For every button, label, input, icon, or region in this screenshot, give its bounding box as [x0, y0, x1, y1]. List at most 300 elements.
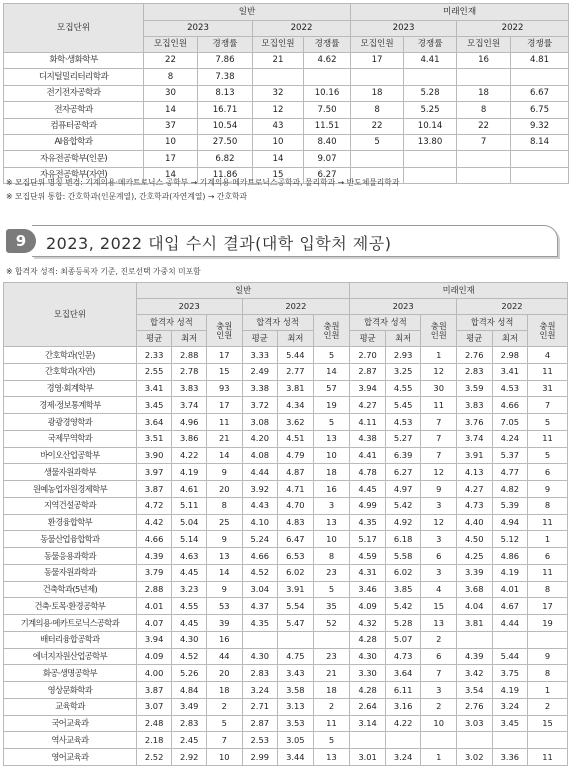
value-cell: 25 [206, 514, 242, 531]
value-cell: 2.33 [136, 347, 172, 364]
table-row [4, 414, 568, 431]
unit-name-cell: 간호학과(자연) [4, 363, 137, 380]
value-cell: 3.51 [136, 430, 172, 447]
value-cell: 4.61 [172, 481, 207, 498]
value-cell: 12 [421, 464, 457, 481]
value-cell: 5.12 [492, 531, 528, 548]
value-cell: 4.82 [492, 481, 528, 498]
unit-name-cell: 전기전자공학과 [4, 85, 144, 101]
value-cell: 6.27 [385, 464, 421, 481]
header-extra [313, 315, 350, 347]
header-min: 최저 [278, 331, 314, 347]
header-score: 합격자 성적 [136, 315, 206, 331]
value-cell: 4.09 [136, 648, 172, 665]
value-cell [511, 69, 569, 85]
value-cell: 7 [421, 430, 457, 447]
unit-name-cell: 화공·생명공학부 [4, 665, 137, 682]
value-cell: 3.53 [278, 715, 314, 732]
value-cell: 4.19 [492, 564, 528, 581]
value-cell [404, 69, 457, 85]
unit-name-cell: 생물자원과학부 [4, 464, 137, 481]
value-cell: 3 [421, 564, 457, 581]
value-cell: 4.30 [350, 648, 386, 665]
unit-name-cell: 경제·정보통계학부 [4, 397, 137, 414]
value-cell: 11.86 [198, 167, 253, 183]
value-cell: 9.07 [304, 151, 351, 167]
value-cell: 4 [421, 581, 457, 598]
unit-name-cell: 에너지자원산업공학부 [4, 648, 137, 665]
value-cell: 4.66 [492, 397, 528, 414]
unit-name-cell: 환경융합학부 [4, 514, 137, 531]
value-cell: 6 [528, 548, 568, 565]
value-cell: 52 [313, 615, 350, 632]
value-cell: 4.55 [172, 598, 207, 615]
value-cell [385, 732, 421, 749]
value-cell: 4.45 [172, 564, 207, 581]
value-cell: 4.50 [456, 531, 492, 548]
unit-name-cell: 자유전공학부(자연) [4, 167, 144, 183]
value-cell: 4.27 [456, 481, 492, 498]
header-ratio: 경쟁률 [404, 37, 457, 53]
value-cell: 5.54 [278, 598, 314, 615]
table-row [4, 749, 568, 766]
value-cell: 4.71 [278, 481, 314, 498]
value-cell [242, 631, 278, 648]
value-cell: 10.16 [304, 85, 351, 101]
table-row [4, 598, 568, 615]
table-row [4, 548, 568, 565]
unit-name-cell: 간호학과(인문) [4, 347, 137, 364]
value-cell: 14 [144, 102, 198, 118]
value-cell: 30 [421, 380, 457, 397]
header-general: 일반 [144, 4, 351, 21]
note-merge: ※ 모집단위 통합: 간호학과(인문계열), 간호학과(자연계열) → 간호학과 [6, 192, 248, 201]
value-cell: 16.71 [198, 102, 253, 118]
value-cell: 2.64 [350, 698, 386, 715]
value-cell: 8.14 [511, 134, 569, 150]
value-cell: 44 [206, 648, 242, 665]
table-row [4, 447, 568, 464]
value-cell: 4.78 [350, 464, 386, 481]
value-cell: 2.93 [385, 347, 421, 364]
value-cell: 3.83 [172, 380, 207, 397]
value-cell: 6.53 [278, 548, 314, 565]
notes-block [6, 176, 399, 204]
value-cell: 10.54 [198, 118, 253, 134]
value-cell [528, 631, 568, 648]
value-cell: 11 [528, 564, 568, 581]
value-cell: 3.24 [385, 749, 421, 766]
value-cell: 6.02 [278, 564, 314, 581]
table-row [4, 151, 569, 167]
unit-name-cell: 전자공학과 [4, 102, 144, 118]
value-cell: 7.50 [304, 102, 351, 118]
value-cell: 2.77 [278, 363, 314, 380]
note-rename: ※ 모집단위 명칭 변경: 기계의용·메카트로닉스 공학부 → 기계의용·메카트로닉스공학과, 물리학과 → 반도체물리학과 [6, 178, 400, 187]
value-cell: 11 [528, 514, 568, 531]
header-unit: 모집단위 [4, 4, 144, 53]
value-cell: 4.19 [172, 464, 207, 481]
header-recruit: 모집인원 [351, 37, 404, 53]
value-cell: 10.14 [404, 118, 457, 134]
value-cell: 16 [206, 631, 242, 648]
unit-name-cell: 교육학과 [4, 698, 137, 715]
value-cell: 21 [313, 665, 350, 682]
value-cell: 3.45 [136, 397, 172, 414]
value-cell: 2.88 [172, 347, 207, 364]
value-cell: 3.25 [385, 363, 421, 380]
value-cell: 16 [313, 481, 350, 498]
value-cell: 13.80 [404, 134, 457, 150]
header-extra-line2: 인원 [216, 329, 233, 340]
value-cell: 5 [351, 134, 404, 150]
value-cell: 4.72 [136, 497, 172, 514]
table-row [4, 514, 568, 531]
value-cell [351, 151, 404, 167]
value-cell: 4.51 [278, 430, 314, 447]
value-cell: 17 [144, 151, 198, 167]
value-cell: 3.90 [136, 447, 172, 464]
value-cell: 4.34 [278, 397, 314, 414]
value-cell: 4.77 [492, 464, 528, 481]
value-cell: 18 [206, 682, 242, 699]
header-score: 합격자 성적 [242, 315, 313, 331]
value-cell: 8.40 [304, 134, 351, 150]
value-cell: 6.18 [385, 531, 421, 548]
value-cell: 5.07 [385, 631, 421, 648]
value-cell: 3.04 [242, 581, 278, 598]
value-cell: 43 [253, 118, 304, 134]
value-cell: 7.86 [198, 53, 253, 69]
value-cell [457, 167, 511, 183]
value-cell: 3.02 [456, 749, 492, 766]
value-cell: 8 [206, 497, 242, 514]
value-cell: 4.22 [172, 447, 207, 464]
value-cell: 8 [528, 581, 568, 598]
value-cell: 9 [421, 481, 457, 498]
header-ratio: 경쟁률 [198, 37, 253, 53]
value-cell: 4.00 [136, 665, 172, 682]
value-cell: 5.11 [172, 497, 207, 514]
table-row [4, 363, 568, 380]
value-cell: 2.88 [136, 581, 172, 598]
value-cell: 4.92 [385, 514, 421, 531]
admission-results-table-body [4, 347, 568, 766]
value-cell: 4.75 [278, 648, 314, 665]
table-row [4, 732, 568, 749]
value-cell: 2.92 [172, 749, 207, 766]
value-cell [457, 151, 511, 167]
header-extra-line2: 인원 [323, 329, 340, 340]
table-row [4, 715, 568, 732]
value-cell [511, 167, 569, 183]
value-cell: 14 [206, 564, 242, 581]
value-cell: 4.97 [385, 481, 421, 498]
value-cell: 5 [313, 732, 350, 749]
value-cell: 8 [313, 548, 350, 565]
value-cell: 3.81 [278, 380, 314, 397]
value-cell: 8 [528, 497, 568, 514]
table-row [4, 665, 568, 682]
value-cell: 4.08 [242, 447, 278, 464]
header-avg: 평균 [242, 331, 278, 347]
value-cell: 2.52 [136, 749, 172, 766]
value-cell: 2 [421, 698, 457, 715]
value-cell [404, 151, 457, 167]
unit-name-cell: 국어교육과 [4, 715, 137, 732]
value-cell: 2.70 [350, 347, 386, 364]
value-cell: 19 [528, 615, 568, 632]
value-cell: 3.38 [242, 380, 278, 397]
header-extra-line2: 인원 [539, 329, 556, 340]
value-cell: 2.45 [172, 732, 207, 749]
value-cell: 4.41 [350, 447, 386, 464]
value-cell: 4.39 [136, 548, 172, 565]
value-cell: 4.01 [136, 598, 172, 615]
value-cell: 4.59 [350, 548, 386, 565]
unit-name-cell: 배터리융합공학과 [4, 631, 137, 648]
unit-name-cell: 영상문화학과 [4, 682, 137, 699]
value-cell: 3.24 [242, 682, 278, 699]
value-cell: 37 [144, 118, 198, 134]
value-cell: 15 [528, 715, 568, 732]
value-cell: 3.94 [136, 631, 172, 648]
value-cell: 5.44 [278, 347, 314, 364]
value-cell: 4.32 [350, 615, 386, 632]
value-cell: 31 [528, 380, 568, 397]
value-cell: 12 [421, 363, 457, 380]
value-cell: 17 [528, 598, 568, 615]
value-cell: 3.59 [456, 380, 492, 397]
table-row [4, 430, 568, 447]
header-future: 미래인재 [351, 4, 569, 21]
value-cell: 4.04 [456, 598, 492, 615]
value-cell: 6.02 [385, 564, 421, 581]
value-cell: 3.46 [350, 581, 386, 598]
value-cell: 6.82 [198, 151, 253, 167]
unit-name-cell: 바이오산업공학부 [4, 447, 137, 464]
value-cell: 10 [421, 715, 457, 732]
value-cell: 3.24 [492, 698, 528, 715]
value-cell: 14 [253, 151, 304, 167]
value-cell: 3.64 [385, 665, 421, 682]
value-cell: 5.42 [385, 497, 421, 514]
value-cell: 9 [528, 481, 568, 498]
value-cell: 4.43 [242, 497, 278, 514]
header-extra [421, 315, 457, 347]
value-cell: 14 [206, 447, 242, 464]
value-cell: 4.62 [304, 53, 351, 69]
value-cell: 14 [313, 363, 350, 380]
table-row [4, 102, 569, 118]
value-cell: 5.28 [404, 85, 457, 101]
value-cell [253, 69, 304, 85]
value-cell: 22 [457, 118, 511, 134]
value-cell: 4.22 [385, 715, 421, 732]
value-cell: 4.86 [492, 548, 528, 565]
value-cell: 11 [528, 363, 568, 380]
value-cell: 3.92 [242, 481, 278, 498]
value-cell: 13 [313, 514, 350, 531]
unit-name-cell: 동물응용과학과 [4, 548, 137, 565]
value-cell: 7 [421, 447, 457, 464]
value-cell: 4.87 [278, 464, 314, 481]
value-cell: 6 [421, 548, 457, 565]
value-cell: 3.91 [456, 447, 492, 464]
value-cell: 4.41 [404, 53, 457, 69]
unit-name-cell: 기계의용·메카트로닉스공학과 [4, 615, 137, 632]
value-cell [278, 631, 314, 648]
value-cell: 3.23 [172, 581, 207, 598]
value-cell: 2 [313, 698, 350, 715]
header-min: 최저 [385, 331, 421, 347]
table-row [4, 698, 568, 715]
value-cell: 23 [313, 564, 350, 581]
table-row [4, 134, 569, 150]
header-score: 합격자 성적 [456, 315, 527, 331]
value-cell: 3.36 [492, 749, 528, 766]
header-recruit: 모집인원 [253, 37, 304, 53]
value-cell: 5 [313, 347, 350, 364]
value-cell: 4.11 [350, 414, 386, 431]
value-cell: 4.52 [242, 564, 278, 581]
value-cell: 4.19 [492, 682, 528, 699]
value-cell: 5.17 [350, 531, 386, 548]
value-cell: 4.66 [136, 531, 172, 548]
value-cell: 4.35 [242, 615, 278, 632]
value-cell: 3.97 [136, 464, 172, 481]
value-cell: 3.94 [350, 380, 386, 397]
value-cell: 4.40 [456, 514, 492, 531]
value-cell: 4.38 [350, 430, 386, 447]
unit-name-cell: 컴퓨터공학과 [4, 118, 144, 134]
table-row [4, 464, 568, 481]
value-cell: 5.04 [172, 514, 207, 531]
value-cell: 18 [313, 464, 350, 481]
value-cell [404, 167, 457, 183]
value-cell: 4.45 [350, 481, 386, 498]
value-cell: 4.66 [242, 548, 278, 565]
admission-table-top [3, 3, 569, 184]
value-cell: 3.74 [456, 430, 492, 447]
value-cell [511, 151, 569, 167]
value-cell: 15 [206, 363, 242, 380]
value-cell: 22 [351, 118, 404, 134]
value-cell: 15 [421, 598, 457, 615]
value-cell: 9 [206, 581, 242, 598]
value-cell: 4.73 [385, 648, 421, 665]
value-cell: 11 [528, 749, 568, 766]
value-cell: 4.25 [456, 548, 492, 565]
value-cell: 10 [253, 134, 304, 150]
table-row [4, 397, 568, 414]
value-cell: 7 [206, 732, 242, 749]
value-cell: 3.43 [278, 665, 314, 682]
value-cell: 4.63 [172, 548, 207, 565]
header-min: 최저 [492, 331, 528, 347]
value-cell: 14 [144, 167, 198, 183]
header-extra-line1: 충원 [323, 321, 340, 332]
header-general-2022: 2022 [253, 21, 351, 37]
value-cell: 8 [351, 102, 404, 118]
value-cell: 1 [528, 531, 568, 548]
value-cell [456, 732, 492, 749]
value-cell: 3.72 [242, 397, 278, 414]
value-cell: 5.44 [492, 648, 528, 665]
value-cell: 3.91 [278, 581, 314, 598]
value-cell: 11.51 [304, 118, 351, 134]
unit-name-cell: 건축·토목·환경공학부 [4, 598, 137, 615]
value-cell: 4.35 [350, 514, 386, 531]
value-cell: 4.99 [350, 497, 386, 514]
header-unit: 모집단위 [4, 283, 137, 347]
value-cell: 3.16 [385, 698, 421, 715]
value-cell: 2.98 [492, 347, 528, 364]
value-cell: 13 [313, 430, 350, 447]
admission-table-top-body [4, 53, 569, 184]
value-cell: 1 [421, 347, 457, 364]
value-cell: 6.67 [511, 85, 569, 101]
value-cell: 3.87 [136, 682, 172, 699]
header-score: 합격자 성적 [350, 315, 421, 331]
value-cell: 3.44 [278, 749, 314, 766]
value-cell: 3 [421, 531, 457, 548]
value-cell: 3.87 [136, 481, 172, 498]
unit-name-cell: 동물산업융합학과 [4, 531, 137, 548]
header-extra [528, 315, 568, 347]
value-cell: 3.83 [456, 397, 492, 414]
value-cell: 2.48 [136, 715, 172, 732]
value-cell: 5.47 [278, 615, 314, 632]
value-cell: 18 [351, 85, 404, 101]
unit-name-cell: 지역건설공학과 [4, 497, 137, 514]
header-extra-line2: 인원 [430, 329, 447, 340]
value-cell: 2.83 [456, 363, 492, 380]
header-future-2023: 2023 [351, 21, 457, 37]
value-cell: 2.78 [172, 363, 207, 380]
value-cell: 18 [457, 85, 511, 101]
value-cell: 3.76 [456, 414, 492, 431]
value-cell: 2.71 [242, 698, 278, 715]
value-cell: 6 [421, 648, 457, 665]
value-cell: 4.83 [278, 514, 314, 531]
value-cell [313, 631, 350, 648]
unit-name-cell: 자유전공학부(인문) [4, 151, 144, 167]
value-cell: 1 [421, 749, 457, 766]
admission-results-table [3, 282, 568, 766]
value-cell: 7.38 [198, 69, 253, 85]
value-cell: 2 [528, 698, 568, 715]
value-cell: 3.45 [492, 715, 528, 732]
header-avg: 평균 [350, 331, 386, 347]
value-cell: 6.11 [385, 682, 421, 699]
value-cell: 5 [313, 414, 350, 431]
value-cell: 3.03 [456, 715, 492, 732]
value-cell: 4.53 [492, 380, 528, 397]
value-cell: 3.14 [350, 715, 386, 732]
value-cell: 3.01 [350, 749, 386, 766]
value-cell: 4.28 [350, 682, 386, 699]
value-cell: 9.32 [511, 118, 569, 134]
value-cell: 8 [457, 102, 511, 118]
table-row [4, 564, 568, 581]
value-cell: 4.44 [492, 615, 528, 632]
table-row [4, 380, 568, 397]
unit-name-cell: 디지털밀리터리학과 [4, 69, 144, 85]
value-cell: 7 [421, 414, 457, 431]
table-row [4, 531, 568, 548]
value-cell: 11 [313, 715, 350, 732]
